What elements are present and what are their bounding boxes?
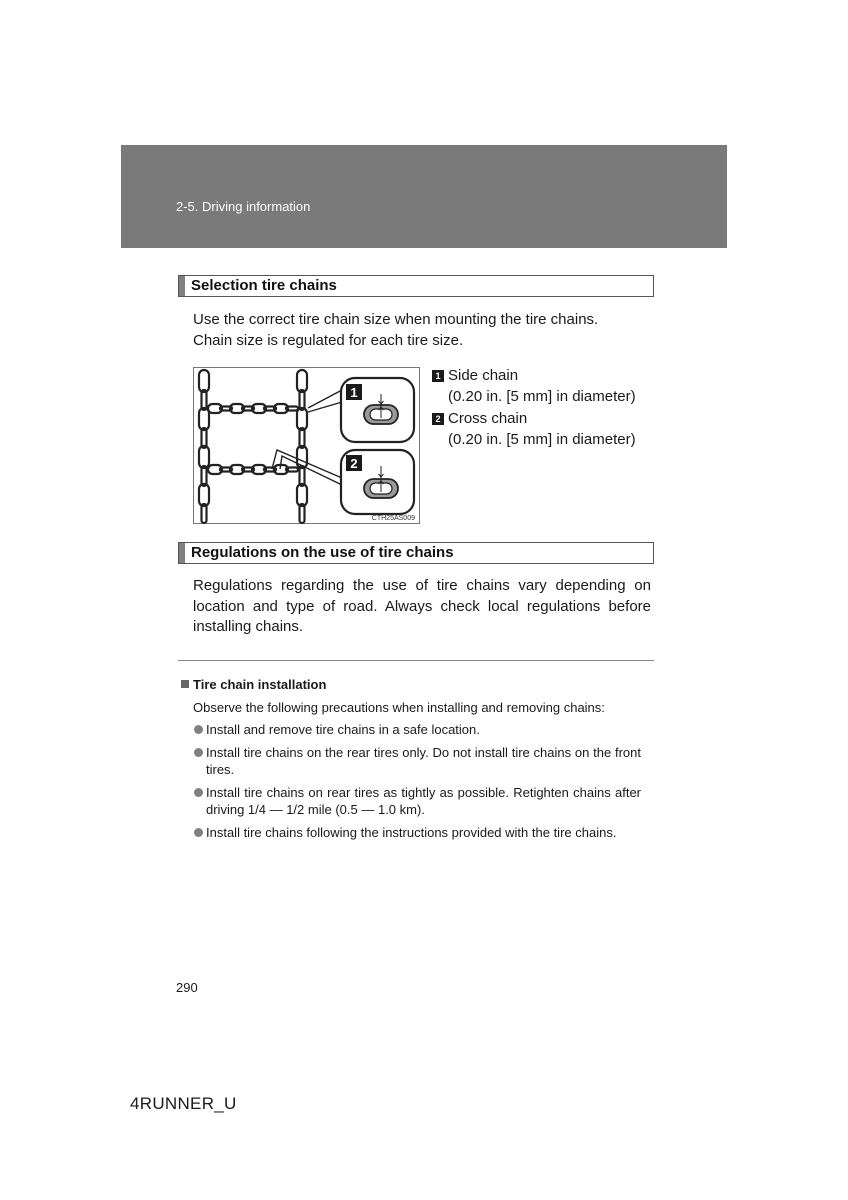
model-code: 4RUNNER_U [130, 1094, 237, 1113]
installation-notes [181, 676, 641, 846]
list-item [181, 744, 641, 779]
notes-title [181, 676, 641, 694]
legend-item-side-chain [432, 366, 636, 407]
legend-number-1: 1 [432, 370, 444, 382]
notes-intro: Observe the following precautions when installing and removing chains: [193, 699, 605, 715]
leader-line-1 [308, 390, 342, 412]
divider [178, 660, 654, 661]
bullet-dot-icon [194, 828, 203, 837]
selection-paragraph [193, 310, 655, 351]
heading-accent [179, 543, 185, 563]
selection-line-1: Use the correct tire chain size when mounting the tire chains. [193, 311, 599, 328]
callout-number-2: 2 [350, 456, 358, 471]
side-chain-right [297, 370, 307, 523]
legend-detail-2: (0.20 in. [5 mm] in diameter) [448, 430, 636, 448]
legend-detail-1: (0.20 in. [5 mm] in diameter) [448, 387, 636, 405]
legend-label-1: Side chain [448, 367, 519, 384]
section-heading-selection [178, 275, 654, 297]
notes-title-text: Tire chain installation [193, 677, 327, 692]
chain-drawing [194, 368, 421, 525]
regulations-paragraph [193, 576, 651, 638]
bullet-dot-icon [194, 748, 203, 757]
heading-text: Selection tire chains [191, 277, 337, 294]
figure-legend [432, 366, 636, 452]
square-bullet-icon [181, 680, 189, 688]
list-item-text: Install tire chains following the instructions provided with the tire chains. [206, 824, 617, 840]
cross-chain-lower [208, 465, 298, 474]
legend-number-2: 2 [432, 413, 444, 425]
cross-chain-upper [208, 404, 298, 413]
list-item-text: Install and remove tire chains in a safe location. [206, 722, 480, 737]
heading-accent [179, 276, 185, 296]
regulations-text: Regulations regarding the use of tire chains vary depending on location and type of road. Always check local regulations before installing chains. [193, 577, 651, 635]
legend-label-2: Cross chain [448, 410, 528, 427]
callout-number-1: 1 [350, 385, 358, 400]
list-item [181, 824, 641, 842]
section-breadcrumb: 2-5. Driving information [176, 199, 311, 214]
list-item [181, 784, 641, 819]
list-item-text: Install tire chains on the rear tires only. Do not install tire chains on the front tires. [206, 744, 641, 777]
selection-line-2: Chain size is regulated for each tire size. [193, 331, 464, 349]
list-item-text: Install tire chains on rear tires as tightly as possible. Retighten chains after driving 1/4 — 1/2 mile (0.5 — 1.0 km). [206, 784, 641, 817]
list-item [181, 721, 641, 739]
page-number: 290 [176, 980, 198, 995]
figure-code: CTH25AS009 [371, 515, 415, 522]
bullet-dot-icon [194, 788, 203, 797]
tire-chain-illustration [193, 367, 420, 524]
legend-item-cross-chain [432, 409, 636, 450]
bullet-dot-icon [194, 725, 203, 734]
section-heading-regulations [178, 542, 654, 564]
header-band [121, 145, 727, 248]
side-chain-left [199, 370, 209, 523]
heading-text: Regulations on the use of tire chains [191, 544, 454, 561]
